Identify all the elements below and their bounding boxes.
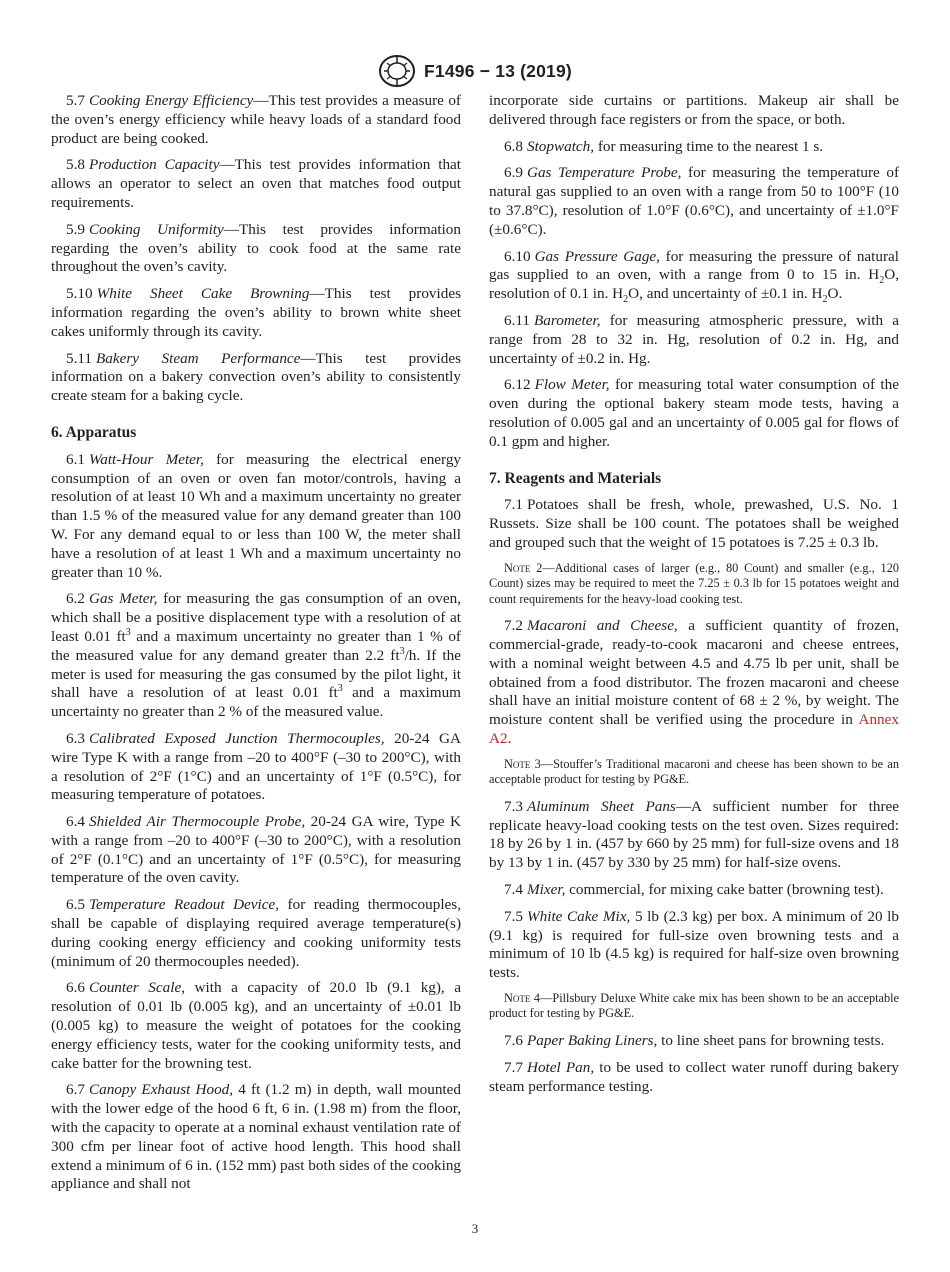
section-heading-reagents: 7. Reagents and Materials (489, 469, 662, 487)
section-6-6: 6.6 Counter Scale, with a capacity of 20.0 lb (9.1 kg), a resolution of 0.01 lb (0.005 kg), and an uncertainty of ±0.01 lb (0.005 kg) to measure the weight of potatoes for the cooking energy efficiency tests, water for the cooking uniformity tests, and cake batter for the browning test. (51, 979, 462, 1072)
section-6-1: 6.1 Watt-Hour Meter, for measuring the electrical energy consumption of an oven or oven fan motor/controls, having a resolution of at least 10 Wh and a maximum uncertainty no greater than 1.5 % of the measured value for any demand greater than 100 W. For any demand equal to or less than 100 W, the meter shall have a resolution of at least 1 Wh and a maximum uncertainty no greater than 10 %. (51, 450, 462, 581)
section-7-7: 7.7 Hotel Pan, to be used to collect water runoff during bakery steam performance testing. (489, 1058, 899, 1095)
section-heading-apparatus: 6. Apparatus (51, 423, 137, 441)
section-5-10: 5.10 White Sheet Cake Browning—This test provides information regarding the oven’s ability to brown white sheet cakes uniformly through its cavity. (51, 285, 461, 340)
section-6-7-continued: incorporate side curtains or partitions. Makeup air shall be delivered through face registers or from the space, or both. (489, 92, 899, 128)
section-7-4: 7.4 Mixer, commercial, for mixing cake batter (browning test). (504, 881, 884, 898)
page-number: 3 (471, 1221, 479, 1236)
section-6-11: 6.11 Barometer, for measuring atmospheric pressure, with a range from 28 to 32 in. Hg, resolution of 0.2 in. Hg, and uncertainty of ±0.2 in. Hg. (489, 311, 899, 367)
note-3: Note 3—Stouffer’s Traditional macaroni and cheese has been shown to be an acceptable product for testing by PG&E. (489, 756, 899, 787)
section-5-7: 5.7 Cooking Energy Efficiency—This test provides a measure of the oven’s energy efficiency while heavy loads of a standard food product are being cooked. (51, 92, 461, 147)
section-6-3: 6.3 Calibrated Exposed Junction Thermocouples, 20-24 GA wire Type K with a range from –20 to 400°F (–30 to 200°C), with a resolution of 2°F (1°C) and an uncertainty of 1°F (0.5°C), for measuring temperature of potatoes. (51, 729, 461, 804)
section-6-2: 6.2 Gas Meter, for measuring the gas consumption of an oven, which shall be a positive displacement type with a resolution of at least 0.01 $ft^3$ and a maximum uncertainty no greater than 1 % of the measured value for any demand greater than 2.2 $ft^3/h$. If the meter is used for measuring the gas consumed by the pilot light, it shall have a resolution of at least 0.01 $ft^3$ and a maximum uncertainty no greater than 2 % of the measured value. (51, 590, 461, 721)
left-column (51, 92, 461, 1202)
section-7-1: 7.1 Potatoes shall be fresh, whole, prewashed, U.S. No. 1 Russets. Size shall be 100 count. The potatoes shall be weighed and grouped such that the weight of 15 potatoes is 7.25 ± 0.3 lb. (489, 496, 899, 551)
section-5-8: 5.8 Production Capacity—This test provides information that allows an operator to select an oven that matches food output requirements. (51, 156, 462, 211)
standard-designation: F1496 − 13 (2019) (424, 60, 572, 81)
section-7-3: 7.3 Aluminum Sheet Pans—A sufficient number for three replicate heavy-load cooking tests on the test oven. Sizes required: 18 by 26 by 1 in. (457 by 660 by 25 mm) for full-size ovens and 18 by 13 by 1 in. (457 by 330 by 25 mm) for half-size ovens. (489, 797, 899, 872)
note-2: Note 2—Additional cases of larger (e.g., 80 Count) and smaller (e.g., 120 Count) sizes may be required to meet the 7.25 ± 0.3 lb for 15 potatoes weight and count requirements for the heavy-load cooking test. (489, 560, 899, 606)
astm-logo-icon (378, 54, 416, 88)
annex-a2-link[interactable]: Annex A2 (489, 711, 899, 748)
right-column (489, 92, 899, 1104)
section-6-4: 6.4 Shielded Air Thermocouple Probe, 20-24 GA wire, Type K with a range from –20 to 400°F (–30 to 200°C), with a resolution of 2°F (0.1°C) and an uncertainty of 1°F (0.5°C), for measuring temperature of the oven cavity. (51, 813, 462, 887)
page-header (0, 54, 950, 88)
section-6-12: 6.12 Flow Meter, for measuring total water consumption of the oven during the optional bakery steam mode tests, having a resolution of 0.005 gal and an uncertainty of 0.005 gal for flows of 0.1 gpm and higher. (489, 376, 899, 450)
section-7-2: 7.2 Macaroni and Cheese, a sufficient quantity of frozen, commercial-grade, ready-to-cook macaroni and cheese entrees, with a nominal weight between 4.5 and 4.75 lb per unit, shall be obtained from a food distributor. The frozen macaroni and cheese shall have an initial moisture content of 68 ± 2 %, by weight. The moisture content shall be verified using the procedure in Annex A2. (489, 617, 899, 748)
section-7-5: 7.5 White Cake Mix, 5 lb (2.3 kg) per box. A minimum of 20 lb (9.1 kg) is required for full-size oven browning tests and a minimum of 10 lb (4.5 kg) is required for half-size oven browning tests. (489, 907, 899, 982)
section-6-5: 6.5 Temperature Readout Device, for reading thermocouples, shall be capable of displaying required average temperature(s) during cooking energy efficiency and cooking uniformity tests (minimum of 20 thermocouples needed). (51, 896, 461, 970)
section-6-10: 6.10 Gas Pressure Gage, for measuring the pressure of natural gas supplied to an oven, with a range from 0 to 15 in. $H_2O$, resolution of 0.1 in. $H_2O$, and uncertainty of ±0.1 in. $H_2O$. (489, 247, 899, 306)
note-4: Note 4—Pillsbury Deluxe White cake mix has been shown to be an acceptable product for testing by PG&E. (489, 990, 899, 1021)
section-6-9: 6.9 Gas Temperature Probe, for measuring the temperature of natural gas supplied to an oven with a range from 50 to 100°F (10 to 37.8°C), resolution of 1.0°F (0.6°C), and uncertainty of ±1.0°F (±0.6°C). (489, 164, 899, 238)
section-7-6: 7.6 Paper Baking Liners, to line sheet pans for browning tests. (504, 1031, 885, 1049)
section-5-9: 5.9 Cooking Uniformity—This test provides information regarding the oven’s ability to cook food at the same rate throughout the oven’s cavity. (51, 220, 461, 276)
section-6-7: 6.7 Canopy Exhaust Hood, 4 ft (1.2 m) in depth, wall mounted with the lower edge of the hood 6 ft, 6 in. (1.98 m) from the floor, with the capacity to operate at a nominal exhaust ventilation rate of 300 cfm per linear foot of active hood length. This hood shall extend a minimum of 6 in. (152 mm) past both sides of the cooking appliance and shall not (51, 1081, 462, 1193)
section-5-11: 5.11 Bakery Steam Performance—This test provides information on a bakery convection oven’s ability to consistently create steam for a baking cycle. (51, 349, 461, 405)
section-6-8: 6.8 Stopwatch, for measuring time to the nearest 1 s. (504, 137, 824, 155)
